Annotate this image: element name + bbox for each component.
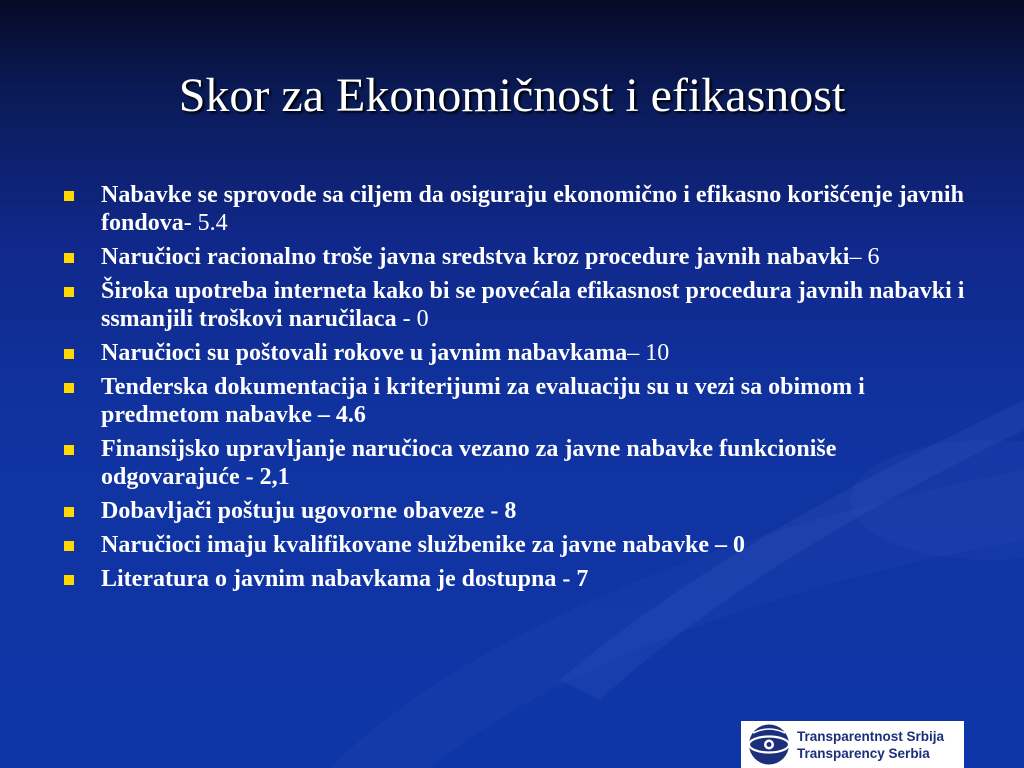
list-item bbox=[60, 435, 970, 491]
list-item bbox=[60, 497, 970, 525]
bullet-square-icon bbox=[64, 445, 74, 455]
slide-title: Skor za Ekonomičnost i efikasnost bbox=[178, 69, 846, 122]
bullet-text: Široka upotreba interneta kako bi se povećala efikasnost procedura javnih nabavki i ssmanjili troškovi naručilaca bbox=[101, 278, 965, 332]
bullet-square-icon bbox=[64, 507, 74, 517]
list-item bbox=[60, 339, 970, 367]
bullet-score: – 6 bbox=[849, 244, 880, 270]
bullet-text: Naručioci racionalno troše javna sredstva kroz procedure javnih nabavki bbox=[101, 244, 850, 270]
bullet-list bbox=[60, 181, 970, 599]
bullet-score: - 0 bbox=[396, 306, 429, 332]
bullet-square-icon bbox=[64, 349, 74, 359]
logo-line-english: Transparency Serbia bbox=[797, 745, 930, 761]
bullet-text: Literatura o javnim nabavkama je dostupna - 7 bbox=[101, 566, 589, 592]
bullet-square-icon bbox=[64, 253, 74, 263]
bullet-text: Finansijsko upravljanje naručioca vezano za javne nabavke funkcioniše odgovarajuće - 2,1 bbox=[101, 436, 837, 490]
bullet-square-icon bbox=[64, 575, 74, 585]
bullet-score: - 5.4 bbox=[183, 210, 228, 236]
bullet-text: Nabavke se sprovode sa ciljem da osiguraju ekonomično i efikasno korišćenje javnih fondova bbox=[101, 182, 964, 236]
bullet-text: Naručioci su poštovali rokove u javnim nabavkama bbox=[101, 340, 628, 366]
list-item bbox=[60, 531, 970, 559]
logo-line-serbian: Transparentnost Srbija bbox=[797, 728, 945, 744]
bullet-square-icon bbox=[64, 383, 74, 393]
list-item bbox=[60, 373, 970, 429]
bullet-text: Dobavljači poštuju ugovorne obaveze - 8 bbox=[101, 498, 517, 524]
transparency-logo-icon bbox=[745, 723, 793, 766]
bullet-text: Naručioci imaju kvalifikovane službenike za javne nabavke – 0 bbox=[101, 532, 746, 558]
bullet-square-icon bbox=[64, 191, 74, 201]
bullet-text: Tenderska dokumentacija i kriterijumi za evaluaciju su u vezi sa obimom i predmetom nabavke – 4.6 bbox=[101, 374, 865, 428]
list-item bbox=[60, 277, 970, 333]
logo-text bbox=[797, 728, 944, 762]
bullet-square-icon bbox=[64, 541, 74, 551]
bullet-score: – 10 bbox=[627, 340, 670, 366]
bullet-square-icon bbox=[64, 287, 74, 297]
list-item bbox=[60, 181, 970, 237]
list-item bbox=[60, 565, 970, 593]
transparency-serbia-logo bbox=[741, 721, 964, 768]
list-item bbox=[60, 243, 970, 271]
